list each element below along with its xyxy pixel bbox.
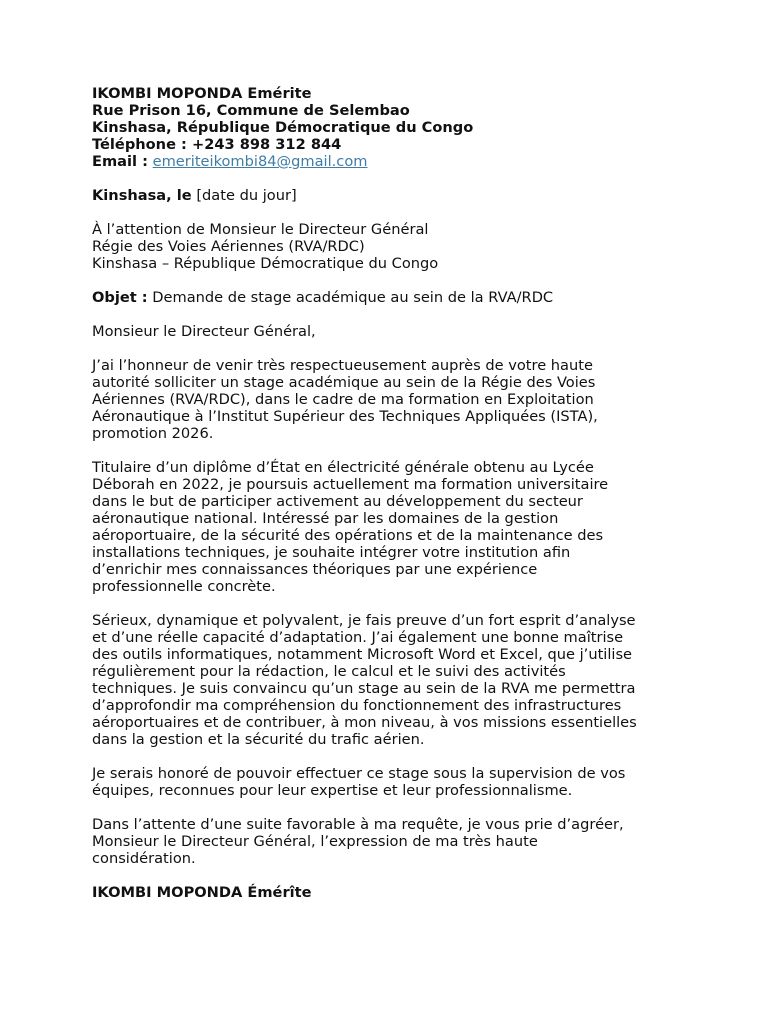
paragraph-line: régulièrement pour la rédaction, le calcul et le suivi des activités — [92, 663, 566, 680]
recipient-line-1: À l’attention de Monsieur le Directeur Général — [92, 221, 429, 238]
date-placeholder: [date du jour] — [196, 187, 297, 204]
paragraph-line: aéronautique national. Intéressé par les domaines de la gestion — [92, 510, 559, 527]
paragraph-line: Sérieux, dynamique et polyvalent, je fais preuve d’un fort esprit d’analyse — [92, 612, 636, 629]
paragraph-line: Monsieur le Directeur Général, l’expression de ma très haute — [92, 833, 538, 850]
subject-text: Demande de stage académique au sein de la RVA/RDC — [152, 289, 554, 306]
sender-phone: Téléphone : +243 898 312 844 — [92, 136, 342, 153]
recipient-line-3: Kinshasa – République Démocratique du Congo — [92, 255, 439, 272]
paragraph-line: d’enrichir mes connaissances théoriques par une expérience — [92, 561, 538, 578]
signature: IKOMBI MOPONDA Émérîte — [92, 884, 312, 901]
place-label: Kinshasa, le — [92, 187, 192, 204]
email-link[interactable]: emeriteikombi84@gmail.com — [152, 153, 368, 170]
paragraph-line: installations techniques, je souhaite intégrer votre institution afin — [92, 544, 571, 561]
paragraph-5 — [92, 816, 682, 867]
paragraph-line: professionnelle concrète. — [92, 578, 276, 595]
paragraph-line: Je serais honoré de pouvoir effectuer ce stage sous la supervision de vos — [92, 765, 626, 782]
recipient-line-2: Régie des Voies Aériennes (RVA/RDC) — [92, 238, 365, 255]
sender-address-line-1: Rue Prison 16, Commune de Selembao — [92, 102, 410, 119]
subject-label: Objet : — [92, 289, 148, 306]
salutation: Monsieur le Directeur Général, — [92, 323, 316, 340]
paragraph-2 — [92, 459, 682, 595]
paragraph-line: d’approfondir ma compréhension du fonctionnement des infrastructures — [92, 697, 622, 714]
paragraph-line: considération. — [92, 850, 196, 867]
paragraph-line: aéroportuaires et de contribuer, à mon niveau, à vos missions essentielles — [92, 714, 637, 731]
paragraph-3 — [92, 612, 682, 748]
paragraph-4 — [92, 765, 682, 799]
sender-name: IKOMBI MOPONDA Emérite — [92, 85, 312, 102]
paragraph-line: dans la gestion et la sécurité du trafic aérien. — [92, 731, 425, 748]
paragraph-1 — [92, 357, 682, 442]
paragraph-line: et d’une réelle capacité d’adaptation. J’ai également une bonne maîtrise — [92, 629, 624, 646]
paragraph-line: équipes, reconnues pour leur expertise et leur professionnalisme. — [92, 782, 573, 799]
subject-line — [92, 289, 682, 306]
paragraph-line: Aériennes (RVA/RDC), dans le cadre de ma formation en Exploitation — [92, 391, 594, 408]
paragraph-line: Titulaire d’un diplôme d’État en électricité générale obtenu au Lycée — [92, 459, 594, 476]
sender-block — [92, 85, 682, 170]
sender-email-line — [92, 153, 682, 170]
paragraph-line: techniques. Je suis convaincu qu’un stage au sein de la RVA me permettra — [92, 680, 636, 697]
paragraph-line: dans le but de participer activement au développement du secteur — [92, 493, 583, 510]
paragraph-line: aéroportuaire, de la sécurité des opérations et de la maintenance des — [92, 527, 604, 544]
place-date-line — [92, 187, 682, 204]
paragraph-line: J’ai l’honneur de venir très respectueusement auprès de votre haute — [92, 357, 593, 374]
paragraph-line: autorité solliciter un stage académique au sein de la Régie des Voies — [92, 374, 596, 391]
paragraph-line: promotion 2026. — [92, 425, 214, 442]
letter-document — [92, 85, 682, 901]
sender-address-line-2: Kinshasa, République Démocratique du Congo — [92, 119, 474, 136]
paragraph-line: Aéronautique à l’Institut Supérieur des Techniques Appliquées (ISTA), — [92, 408, 598, 425]
paragraph-line: Déborah en 2022, je poursuis actuellement ma formation universitaire — [92, 476, 609, 493]
recipient-block — [92, 221, 682, 272]
paragraph-line: des outils informatiques, notamment Microsoft Word et Excel, que j’utilise — [92, 646, 633, 663]
paragraph-line: Dans l’attente d’une suite favorable à ma requête, je vous prie d’agréer, — [92, 816, 624, 833]
email-label: Email : — [92, 153, 148, 170]
